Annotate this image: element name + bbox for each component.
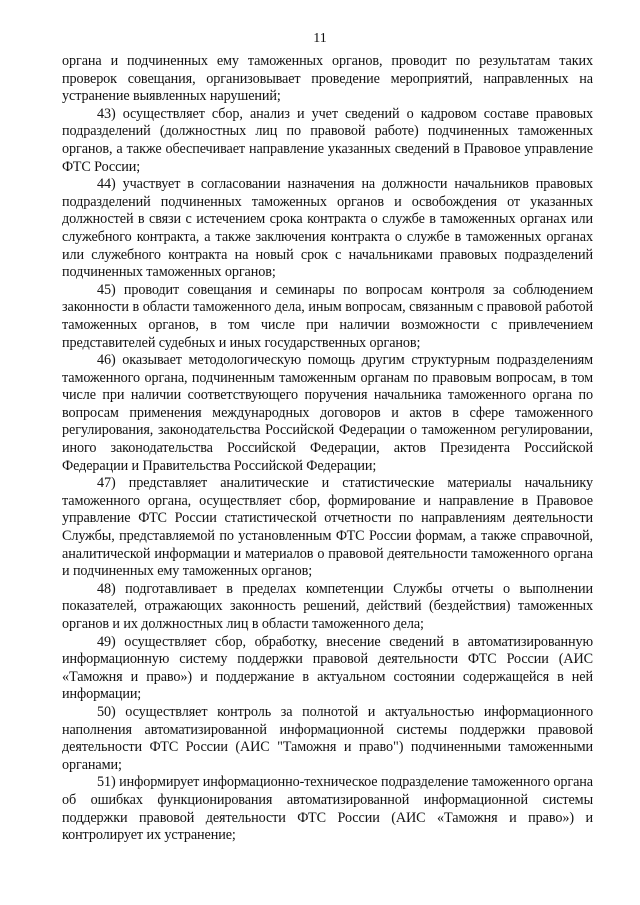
paragraph-item-44: 44) участвует в согласовании назначения на должности начальников правовых подразделений подчиненных таможенных органов и освобождения от указанных должностей в связи с истечением срока контракта о службе в таможенных органах или служебного контракта, а также заключения контракта о службе в таможенных органах или служебного контракта на новый срок с начальниками правовых подразделений подчиненных таможенных органов; (62, 176, 593, 281)
paragraph-item-50: 50) осуществляет контроль за полнотой и актуальностью информационного наполнения автоматизированной информационной системы поддержки правовой деятельности ФТС России (АИС "Таможня и право") подчиненными таможенными органами; (62, 703, 593, 773)
paragraph-item-47: 47) представляет аналитические и статистические материалы начальнику таможенного органа, осуществляет сбор, формирование и направление в Правовое управление ФТС России статистической отчетности по направлениям деятельности Службы, представляемой по установленным ФТС России формам, а также справочной, аналитической информации и материалов о правовой деятельности таможенного органа и подчиненных ему таможенных органов; (62, 475, 593, 580)
paragraph-item-51: 51) информирует информационно-техническое подразделение таможенного органа об ошибках функционирования автоматизированной информационной системы поддержки правовой деятельности ФТС России (АИС «Таможня и право») и контролирует их устранение; (62, 774, 593, 844)
paragraph-continuation: органа и подчиненных ему таможенных органов, проводит по результатам таких проверок совещания, организовывает проведение мероприятий, направленных на устранение выявленных нарушений; (62, 53, 593, 105)
paragraph-item-43: 43) осуществляет сбор, анализ и учет сведений о кадровом составе правовых подразделений (должностных лиц по правовой работе) подчиненных таможенных органов, а также обеспечивает направление указанных сведений в Правовое управление ФТС России; (62, 105, 593, 175)
paragraph-item-48: 48) подготавливает в пределах компетенции Службы отчеты о выполнении показателей, отражающих законность решений, действий (бездействия) таможенных органов и их должностных лиц в области таможенного дела; (62, 580, 593, 632)
paragraph-item-49: 49) осуществляет сбор, обработку, внесение сведений в автоматизированную информационную систему поддержки правовой деятельности ФТС России (АИС «Таможня и право») и поддержание в актуальном состоянии содержащейся в ней информации; (62, 633, 593, 703)
paragraph-item-45: 45) проводит совещания и семинары по вопросам контроля за соблюдением законности в области таможенного дела, иным вопросам, связанным с правовой работой таможенных органов, в том числе при наличии возможности с привлечением представителей судебных и иных государственных органов; (62, 281, 593, 351)
document-body (62, 53, 593, 845)
page-number: 11 (313, 31, 327, 46)
paragraph-item-46: 46) оказывает методологическую помощь другим структурным подразделениям таможенного органа, подчиненным таможенным органам по правовым вопросам, в том числе при наличии соответствующего поручения начальника таможенного органа по вопросам применения международных договоров и актов в сфере таможенного регулирования, законодательства Российской Федерации о таможенном регулировании, иного законодательства Российской Федерации, актов Президента Российской Федерации и Правительства Российской Федерации; (62, 352, 593, 474)
